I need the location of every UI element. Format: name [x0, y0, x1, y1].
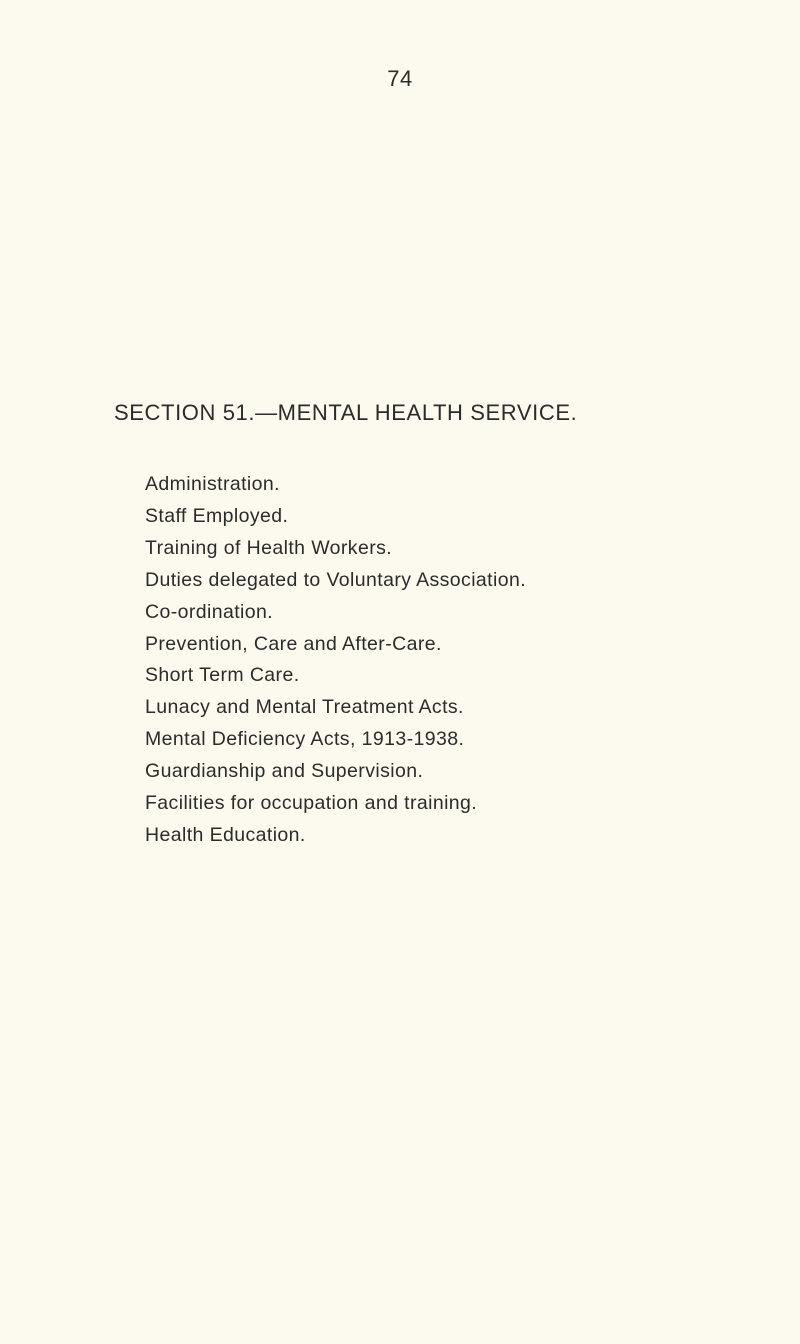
topic-item: Guardianship and Supervision. [145, 760, 424, 783]
topic-item: Short Term Care. [145, 664, 300, 687]
topic-item: Administration. [145, 473, 280, 495]
topic-item: Health Education. [145, 823, 306, 846]
topic-item: Prevention, Care and After-Care. [145, 632, 442, 655]
topic-item: Duties delegated to Voluntary Association. [145, 568, 527, 591]
page-number: 74 [387, 66, 413, 91]
topic-item: Mental Deficiency Acts, 1913-1938. [145, 728, 465, 751]
topic-list [145, 469, 526, 852]
topic-item: Training of Health Workers. [145, 536, 393, 559]
topic-item: Co-ordination. [145, 600, 274, 623]
topic-item: Staff Employed. [145, 504, 289, 527]
topic-item: Lunacy and Mental Treatment Acts. [145, 696, 464, 719]
topic-item: Facilities for occupation and training. [145, 792, 478, 815]
section-title: SECTION 51.—MENTAL HEALTH SERVICE. [114, 400, 578, 425]
